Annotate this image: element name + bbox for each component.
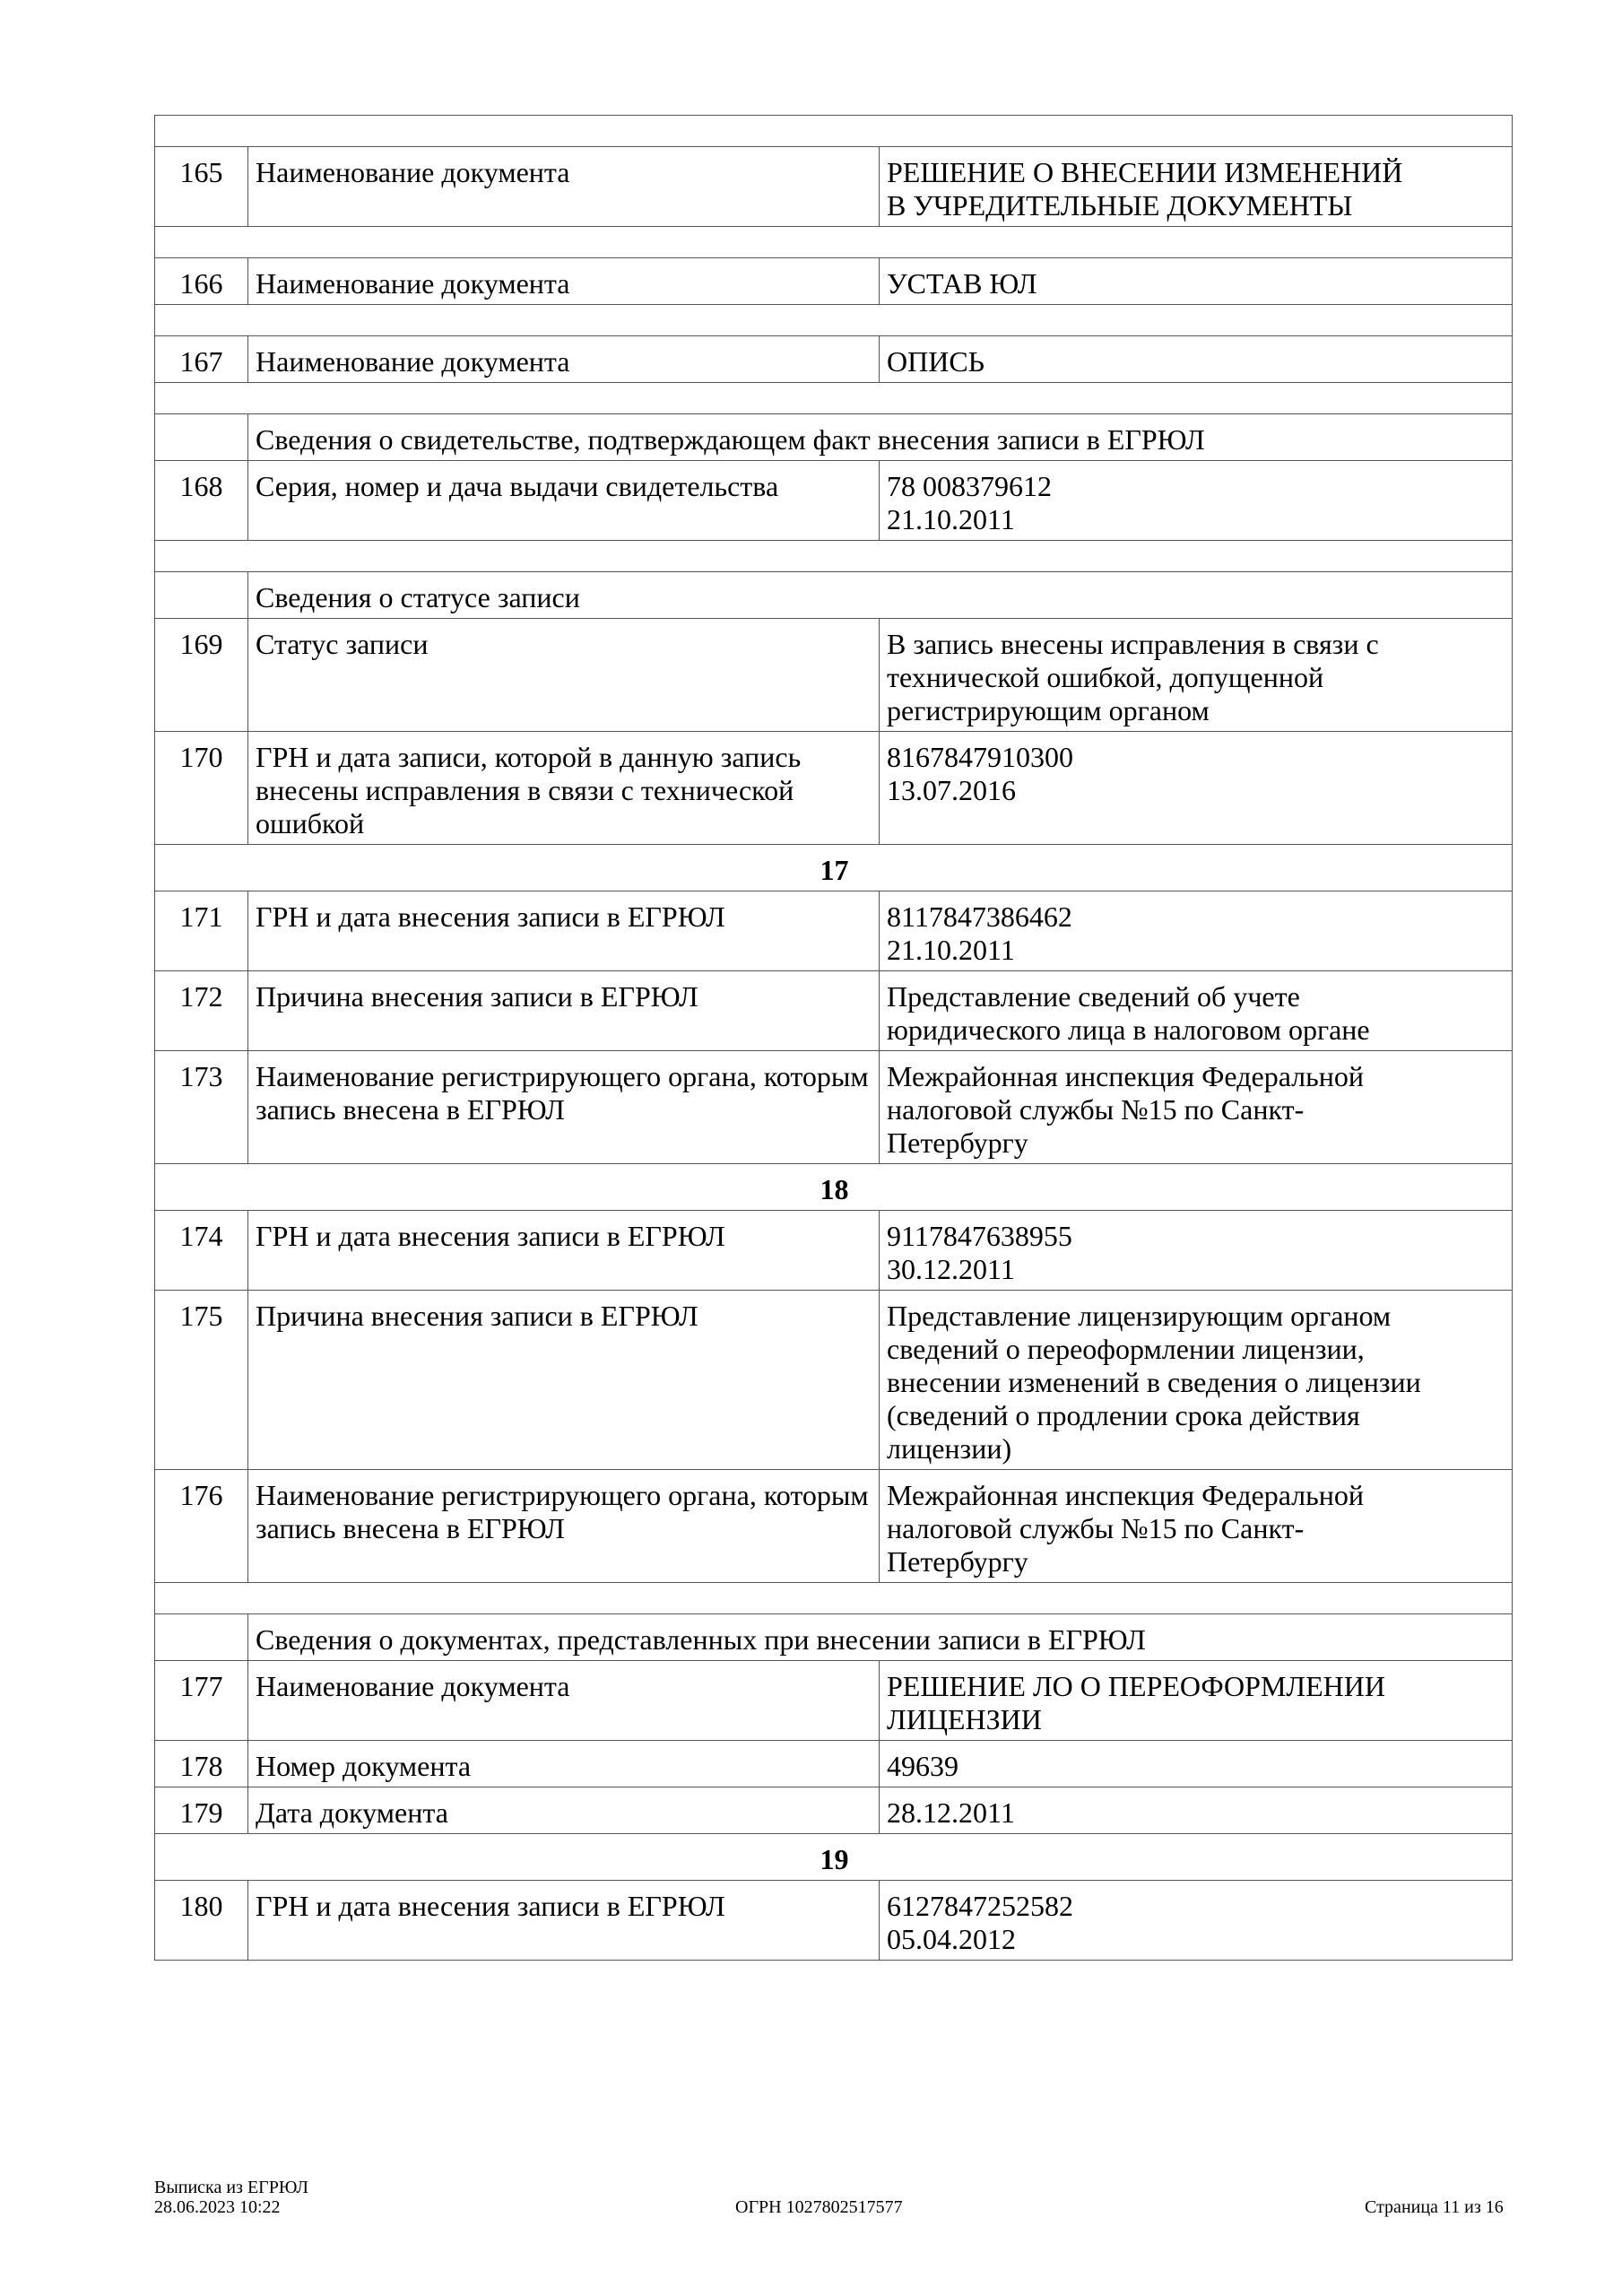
- spacer-cell: [155, 541, 1513, 572]
- footer-page-number: Страница 11 из 16: [1365, 2197, 1504, 2217]
- table-row: [155, 1470, 1513, 1583]
- field-label: Причина внесения записи в ЕГРЮЛ: [248, 1291, 880, 1470]
- section-header-row: [155, 1834, 1513, 1881]
- footer-datetime: 28.06.2023 10:22: [154, 2197, 281, 2217]
- table-row: [155, 732, 1513, 845]
- field-value-line: УСТАВ ЮЛ: [887, 267, 1037, 300]
- subheader-text: Сведения о документах, представленных при внесении записи в ЕГРЮЛ: [248, 1614, 1513, 1661]
- field-value-line: РЕШЕНИЕ О ВНЕСЕНИИ ИЗМЕНЕНИЙ: [887, 156, 1403, 188]
- row-number: 169: [155, 619, 248, 732]
- field-value: [880, 971, 1513, 1051]
- row-number: 171: [155, 891, 248, 971]
- field-value-line: 49639: [887, 1750, 958, 1782]
- field-label: ГРН и дата внесения записи в ЕГРЮЛ: [248, 1211, 880, 1291]
- spacer-row: [155, 541, 1513, 572]
- spacer-row: [155, 116, 1513, 147]
- field-label: Наименование документа: [248, 258, 880, 305]
- field-label: Наименование регистрирующего органа, которым запись внесена в ЕГРЮЛ: [248, 1470, 880, 1583]
- row-number: 177: [155, 1661, 248, 1741]
- field-value-line: В УЧРЕДИТЕЛЬНЫЕ ДОКУМЕНТЫ: [887, 189, 1353, 222]
- table-row: [155, 336, 1513, 383]
- section-number: 18: [155, 1164, 1513, 1211]
- field-label: Наименование документа: [248, 1661, 880, 1741]
- field-label: Дата документа: [248, 1787, 880, 1834]
- table-row: [155, 1787, 1513, 1834]
- table-row: [155, 1881, 1513, 1961]
- field-value: [880, 1661, 1513, 1741]
- field-value: [880, 258, 1513, 305]
- row-number: 176: [155, 1470, 248, 1583]
- field-value-line: Петербургу: [887, 1126, 1028, 1159]
- table-row: [155, 1661, 1513, 1741]
- row-number: 166: [155, 258, 248, 305]
- field-value-line: технической ошибкой, допущенной: [887, 661, 1324, 693]
- field-value: [880, 891, 1513, 971]
- field-label: Наименование регистрирующего органа, которым запись внесена в ЕГРЮЛ: [248, 1051, 880, 1164]
- field-value: [880, 461, 1513, 541]
- field-value: [880, 1211, 1513, 1291]
- field-value-line: 28.12.2011: [887, 1796, 1015, 1829]
- field-value-line: юридического лица в налоговом органе: [887, 1013, 1370, 1046]
- section-number: 19: [155, 1834, 1513, 1881]
- row-number: 168: [155, 461, 248, 541]
- subheader-row: [155, 414, 1513, 461]
- field-value: [880, 619, 1513, 732]
- subheader-row: [155, 1614, 1513, 1661]
- field-value-line: Представление сведений об учете: [887, 980, 1300, 1013]
- field-value-line: 8117847386462: [887, 900, 1072, 933]
- field-value-line: лицензии): [887, 1432, 1012, 1465]
- field-value-line: внесении изменений в сведения о лицензии: [887, 1366, 1421, 1398]
- field-label: Наименование документа: [248, 336, 880, 383]
- field-label: ГРН и дата внесения записи в ЕГРЮЛ: [248, 1881, 880, 1961]
- field-value-line: налоговой службы №15 по Санкт-: [887, 1093, 1305, 1126]
- footer-doc-title: Выписка из ЕГРЮЛ: [154, 2178, 308, 2197]
- row-number: 179: [155, 1787, 248, 1834]
- table-row: [155, 1291, 1513, 1470]
- field-label: ГРН и дата внесения записи в ЕГРЮЛ: [248, 891, 880, 971]
- field-value-line: 30.12.2011: [887, 1253, 1015, 1285]
- field-value-line: 9117847638955: [887, 1220, 1072, 1252]
- field-value-line: 13.07.2016: [887, 774, 1016, 806]
- table-row: [155, 147, 1513, 227]
- subheader-num-cell: [155, 414, 248, 461]
- row-number: 165: [155, 147, 248, 227]
- field-value: [880, 1881, 1513, 1961]
- section-header-row: [155, 1164, 1513, 1211]
- field-value-line: Межрайонная инспекция Федеральной: [887, 1060, 1364, 1092]
- spacer-row: [155, 227, 1513, 258]
- table-row: [155, 1211, 1513, 1291]
- subheader-text: Сведения о свидетельстве, подтверждающем факт внесения записи в ЕГРЮЛ: [248, 414, 1513, 461]
- field-value-line: регистрирующим органом: [887, 694, 1210, 726]
- field-value-line: сведений о переоформлении лицензии,: [887, 1333, 1365, 1365]
- field-value-line: 05.04.2012: [887, 1923, 1016, 1955]
- field-value-line: ОПИСЬ: [887, 345, 985, 378]
- spacer-cell: [155, 383, 1513, 414]
- table-row: [155, 619, 1513, 732]
- spacer-cell: [155, 116, 1513, 147]
- section-header-row: [155, 845, 1513, 891]
- field-value-line: 6127847252582: [887, 1890, 1073, 1922]
- footer-ogrn: ОГРН 1027802517577: [735, 2197, 903, 2217]
- field-value-line: Петербургу: [887, 1545, 1028, 1578]
- subheader-num-cell: [155, 1614, 248, 1661]
- spacer-row: [155, 1583, 1513, 1614]
- field-value-line: В запись внесены исправления в связи с: [887, 628, 1379, 660]
- row-number: 175: [155, 1291, 248, 1470]
- field-value-line: 21.10.2011: [887, 503, 1015, 535]
- field-value-line: Представление лицензирующим органом: [887, 1300, 1392, 1332]
- spacer-row: [155, 305, 1513, 336]
- row-number: 167: [155, 336, 248, 383]
- field-label: ГРН и дата записи, которой в данную запись внесены исправления в связи с технической ошибкой: [248, 732, 880, 845]
- row-number: 172: [155, 971, 248, 1051]
- row-number: 173: [155, 1051, 248, 1164]
- field-value-line: ЛИЦЕНЗИИ: [887, 1703, 1042, 1735]
- field-value: [880, 732, 1513, 845]
- egrul-extract-table: [154, 115, 1513, 1961]
- field-value-line: (сведений о продлении срока действия: [887, 1399, 1360, 1431]
- field-value-line: 8167847910300: [887, 741, 1073, 773]
- field-label: Номер документа: [248, 1741, 880, 1787]
- field-value: [880, 147, 1513, 227]
- table-row: [155, 258, 1513, 305]
- table-row: [155, 1741, 1513, 1787]
- spacer-cell: [155, 1583, 1513, 1614]
- field-label: Статус записи: [248, 619, 880, 732]
- row-number: 178: [155, 1741, 248, 1787]
- footer-left: [154, 2178, 308, 2217]
- field-value: [880, 1051, 1513, 1164]
- field-value: [880, 1291, 1513, 1470]
- section-number: 17: [155, 845, 1513, 891]
- table-row: [155, 461, 1513, 541]
- subheader-row: [155, 572, 1513, 619]
- field-label: Наименование документа: [248, 147, 880, 227]
- table-row: [155, 971, 1513, 1051]
- row-number: 170: [155, 732, 248, 845]
- field-value-line: 78 008379612: [887, 470, 1052, 502]
- row-number: 180: [155, 1881, 248, 1961]
- field-value-line: Межрайонная инспекция Федеральной: [887, 1479, 1364, 1511]
- row-number: 174: [155, 1211, 248, 1291]
- field-value: [880, 1787, 1513, 1834]
- field-value-line: РЕШЕНИЕ ЛО О ПЕРЕОФОРМЛЕНИИ: [887, 1670, 1385, 1702]
- spacer-cell: [155, 227, 1513, 258]
- field-label: Причина внесения записи в ЕГРЮЛ: [248, 971, 880, 1051]
- field-value-line: 21.10.2011: [887, 934, 1015, 966]
- subheader-text: Сведения о статусе записи: [248, 572, 1513, 619]
- field-label: Серия, номер и дача выдачи свидетельства: [248, 461, 880, 541]
- spacer-row: [155, 383, 1513, 414]
- field-value-line: налоговой службы №15 по Санкт-: [887, 1512, 1305, 1544]
- spacer-cell: [155, 305, 1513, 336]
- table-row: [155, 1051, 1513, 1164]
- table-row: [155, 891, 1513, 971]
- field-value: [880, 1470, 1513, 1583]
- subheader-num-cell: [155, 572, 248, 619]
- field-value: [880, 336, 1513, 383]
- field-value: [880, 1741, 1513, 1787]
